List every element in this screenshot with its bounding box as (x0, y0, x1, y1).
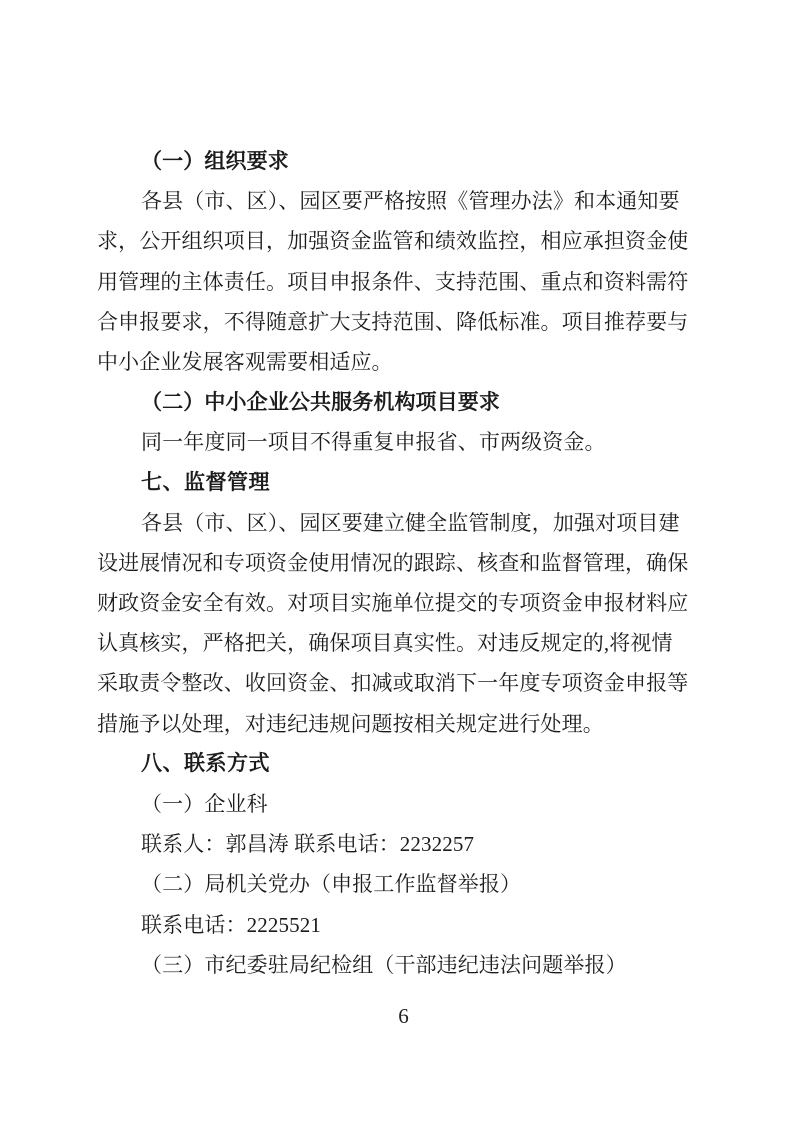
contact-item-dept: （一）企业科 (141, 792, 268, 816)
contact-item-phone: 联系电话：2225521 (141, 912, 321, 937)
doc-line: 财政资金安全有效。对项目实施单位提交的专项资金申报材料应 (97, 591, 689, 616)
doc-line: 采取责令整改、收回资金、扣减或取消下一年度专项资金申报等 (97, 671, 689, 696)
contact-item-party-office: （二）局机关党办（申报工作监督举报） (141, 872, 522, 897)
section-heading-org-requirements: （一）组织要求 (141, 149, 289, 173)
doc-line: 设进展情况和专项资金使用情况的跟踪、核查和监督管理，确保 (97, 550, 689, 575)
doc-line: 用管理的主体责任。项目申报条件、支持范围、重点和资料需符 (97, 269, 689, 294)
doc-line: 求，公开组织项目，加强资金监管和绩效监控，相应承担资金使 (97, 229, 689, 254)
doc-line: 合申报要求，不得随意扩大支持范围、降低标准。项目推荐要与 (97, 309, 689, 334)
doc-line: 各县（市、区）、园区要严格按照《管理办法》和本通知要 (141, 189, 680, 214)
doc-line: 措施予以处理，对违纪违规问题按相关规定进行处理。 (97, 711, 604, 736)
doc-line: 各县（市、区）、园区要建立健全监管制度，加强对项目建 (141, 510, 680, 535)
section-heading-supervision: 七、监督管理 (141, 470, 270, 494)
doc-line: 中小企业发展客观需要相适应。 (97, 349, 393, 374)
section-heading-contact: 八、联系方式 (141, 751, 270, 775)
doc-line: 同一年度同一项目不得重复申报省、市两级资金。 (141, 430, 606, 455)
doc-line: 认真核实，严格把关，确保项目真实性。对违反规定的,将视情 (97, 631, 673, 656)
contact-item-discipline-group: （三）市纪委驻局纪检组（干部违纪违法问题举报） (141, 952, 627, 977)
document-body (97, 141, 691, 985)
section-heading-service-org-requirements: （二）中小企业公共服务机构项目要求 (141, 390, 501, 415)
page-number: 6 (398, 1004, 409, 1028)
contact-item-person-phone: 联系人：郭昌涛 联系电话：2232257 (141, 832, 475, 857)
